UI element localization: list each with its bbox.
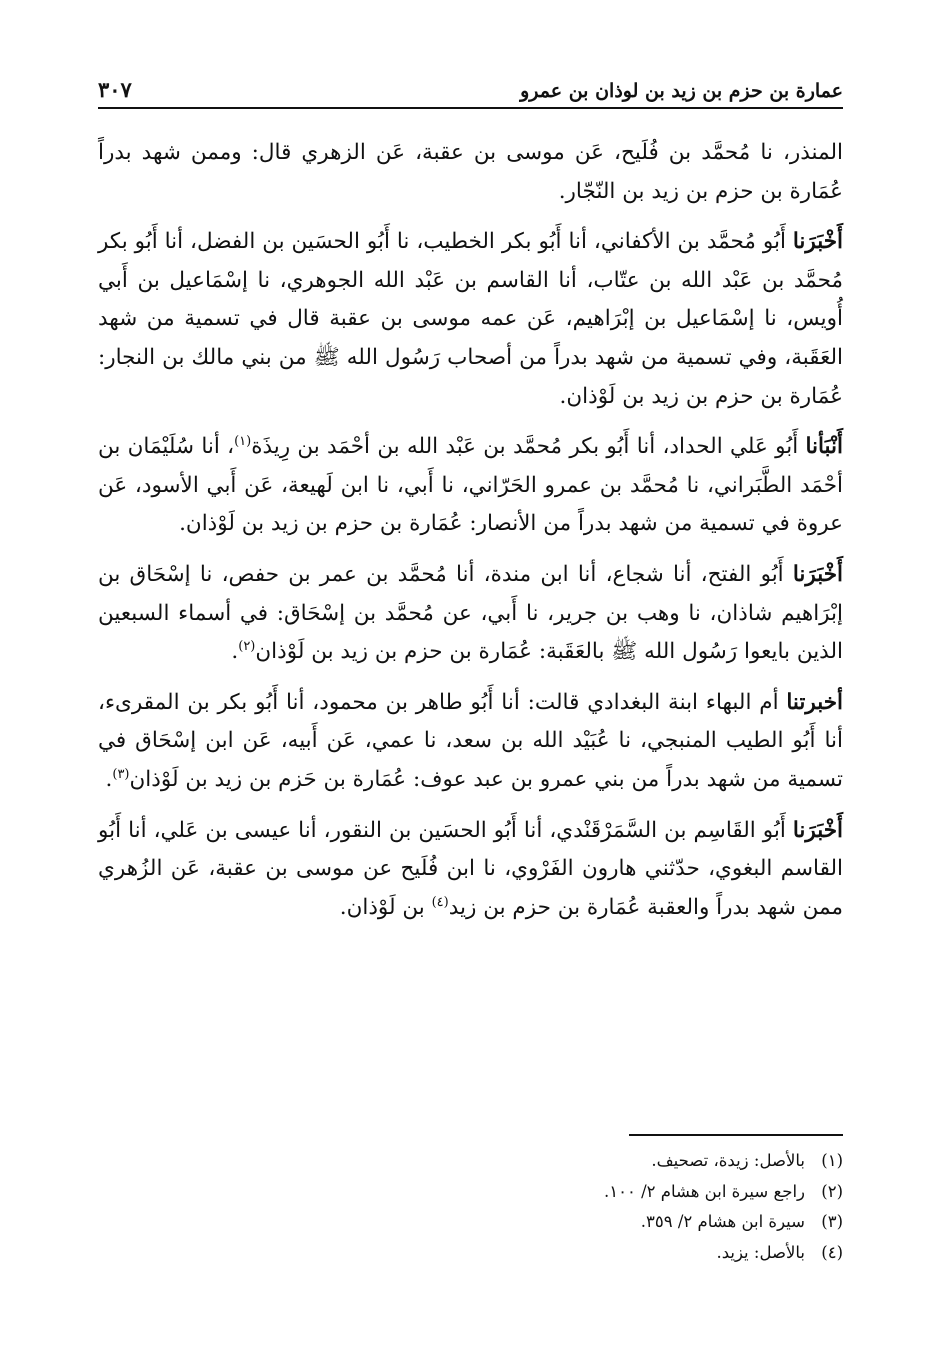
footnote-separator [629,1134,843,1136]
footnote-item [98,1207,843,1238]
footnote-reference: (١) [234,434,252,449]
footnote-number: (٤) [821,1242,843,1262]
paragraph-lead-word: أَنْبَأنا [805,434,843,460]
footnote-text: سيرة ابن هشام ٢/ ٣٥٩. [640,1212,805,1231]
footnote-text: بالأصل: يزيد. [716,1242,805,1262]
footnotes [98,1146,843,1268]
footnote-number: (٣) [821,1212,843,1231]
footnote-number: (١) [821,1151,843,1170]
footnote-reference: (٤) [431,894,449,910]
paragraph-text: بن لَوْذان. [339,894,432,920]
paragraph-text: أَبُو مُحمَّد بن الأكفاني، أنا أَبُو بكر الخطيب، نا أَبُو الحسَين بن الفضل، أنا أَبُو بكر مُحمَّد بن عَبْد الله بن عتّاب، أنا القاسم بن عَبْد الله الجوهري، نا إسْمَاعيل بن أَبي أُويس، نا إسْمَاعيل بن إبْرَاهيم، عَن عمه موسى بن عقبة قال في تسمية من شهد العَقَبة، وفي تسمية من شهد بدراً من أصحاب رَسُول الله ﷺ من بني مالك بن النجار: عُمَارة بن حزم بن زيد بن لَوْذان. [98,229,843,409]
footnote-text: بالأصل: زيدة، تصحيف. [651,1151,805,1170]
paragraph [98,134,843,211]
paragraph-lead-word: أَخْبَرَنا [792,817,843,843]
footnote-item [98,1238,843,1269]
paragraph-text: ، أنا سُلَيْمَان بن أحْمَد الطَّبَراني، نا مُحمَّد بن عمرو الحَرّاني، نا أَبي، نا ابن لَهيعة، عَن أَبي الأسود، عَن عروة في تسمية من شهد بدراً من الأنصار: عُمَارة بن حزم بن زيد بن لَوْذان. [98,434,843,537]
page-header [98,62,843,102]
paragraph [98,223,843,416]
paragraph-lead-word: أَخْبَرَنا [792,229,843,255]
footnote-text: راجع سيرة ابن هشام ٢/ ١٠٠. [604,1181,805,1201]
paragraph-lead-word: أخبرتنا [786,689,843,715]
paragraph-text: أَبُو القَاسِم بن السَّمَرْقَنْدي، أنا أَبُو الحسَين بن النقور، أنا عيسى بن عَلي، أنا أَبُو القاسم البغوي، حدّثني هارون الفَرْوي، نا ابن فُلَيح عن موسى بن عقبة، عَن الزُهري ممن شهد بدراً والعقبة عُمَارة بن حزم بن زيد [98,817,843,920]
page-number: ٣٠٧ [98,77,132,102]
main-text [98,134,843,939]
paragraph-lead-word: أَخْبَرَنا [792,561,843,587]
footnote-item [98,1177,843,1208]
header-rule [98,107,843,109]
paragraph [98,556,843,672]
footnote-item [98,1146,843,1177]
paragraph-text: . [105,766,113,792]
footnote-reference: (٢) [238,638,256,654]
footnote-number: (٢) [821,1181,843,1201]
paragraph-text: أَبُو عَلي الحداد، أنا أَبُو بكر مُحمَّد بن عَبْد الله بن أحْمَد بن رِيذَة [251,434,806,460]
running-title: عمارة بن حزم بن زيد بن لوذان بن عمرو [520,80,843,102]
paragraph [98,812,843,928]
paragraph-text: أم البهاء ابنة البغدادي قالت: أنا أَبُو طاهر بن محمود، أنا أَبُو بكر بن المقرىء، أنا أَبُو الطيب المنبجي، نا عُبَيْد الله بن سعد، نا عمي، عَن أَبيه، عَن ابن إسْحَاق في تسمية من شهد بدراً من بني عمرو بن عبد عوف: عُمَارة بن حَزم بن زيد بن لَوْذان [98,689,843,792]
paragraph-text: . [231,639,239,665]
footnote-reference: (٣) [112,766,130,782]
paragraph [98,428,843,544]
paragraph-text: أَبُو الفتح، أنا شجاع، أنا ابن مندة، أنا مُحمَّد بن عمر بن حفص، نا إسْحَاق بن إبْرَاهيم شاذان، نا وهب بن جرير، نا أَبي، عن مُحمَّد بن إسْحَاق: في أسماء السبعين الذين بايعوا رَسُول الله ﷺ بالعَقَبة: عُمَارة بن حزم بن زيد بن لَوْذان [98,561,843,665]
paragraph [98,684,843,800]
paragraph-text: المنذر، نا مُحمَّد بن فُلَيح، عَن موسى بن عقبة، عَن الزهري قال: وممن شهد بدراً عُمَارة بن حزم بن زيد بن النّجّار. [98,140,843,204]
